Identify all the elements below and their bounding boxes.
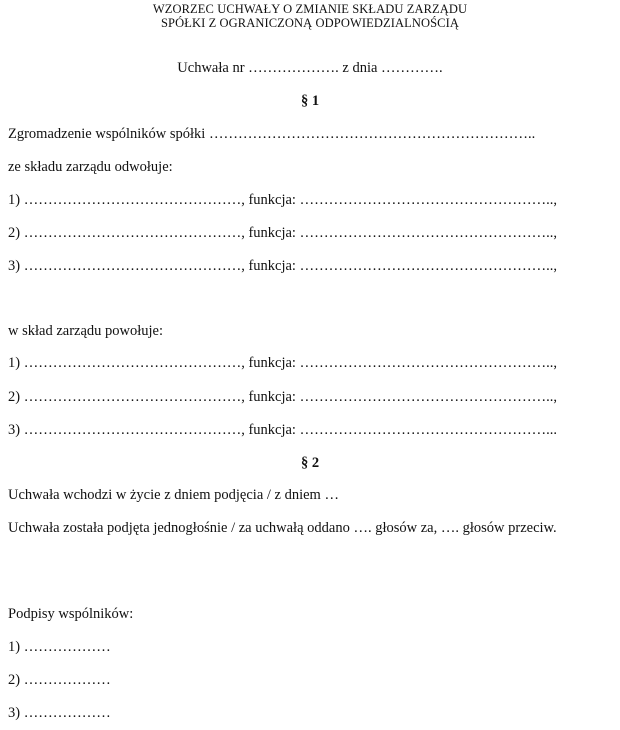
document-title-line-1: WZORZEC UCHWAŁY O ZMIANIE SKŁADU ZARZĄDU xyxy=(152,2,468,16)
appoint-item: 2) ………………………………………, funkcja: …………………………………………….., xyxy=(8,389,557,405)
signatures-label: Podpisy wspólników: xyxy=(8,606,134,622)
appoint-item: 1) ………………………………………, funkcja: …………………………………………….., xyxy=(8,355,557,371)
resolution-number-date: Uchwała nr ………………. z dnia …………. xyxy=(177,60,443,76)
assembly-line: Zgromadzenie wspólników spółki ………………………………………………………….. xyxy=(8,126,536,142)
dismiss-item: 2) ………………………………………, funkcja: …………………………………………….., xyxy=(8,225,557,241)
vote-result-paragraph: Uchwała została podjęta jednogłośnie / za uchwałą oddano …. głosów za, …. głosów przeciw. xyxy=(8,520,557,536)
signature-line: 3) ……………… xyxy=(8,705,111,721)
effective-date-line: Uchwała wchodzi w życie z dniem podjęcia / z dniem … xyxy=(8,487,339,503)
appoint-item: 3) ………………………………………, funkcja: ……………………………………………... xyxy=(8,422,557,438)
dismiss-item: 1) ………………………………………, funkcja: …………………………………………….., xyxy=(8,192,557,208)
signature-line: 1) ……………… xyxy=(8,639,111,655)
document-title-line-2: SPÓŁKI Z OGRANICZONĄ ODPOWIEDZIALNOŚCIĄ xyxy=(161,16,459,30)
appoint-intro: w skład zarządu powołuje: xyxy=(8,323,164,339)
dismiss-intro: ze składu zarządu odwołuje: xyxy=(8,159,173,175)
section-1-heading: § 1 xyxy=(300,93,320,109)
signature-line: 2) ……………… xyxy=(8,672,111,688)
dismiss-item: 3) ………………………………………, funkcja: …………………………………………….., xyxy=(8,258,557,274)
section-2-heading: § 2 xyxy=(300,455,320,471)
